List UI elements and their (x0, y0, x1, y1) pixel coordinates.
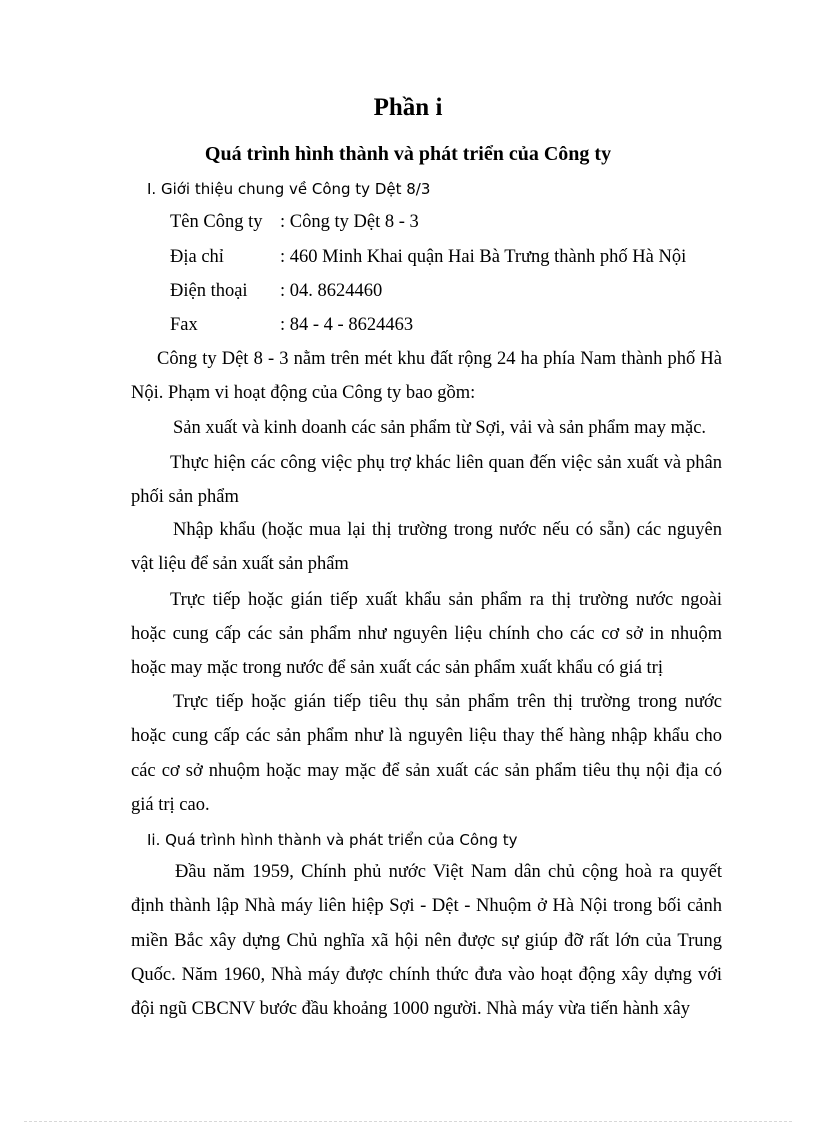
paragraph-line: hoặc cung cấp các sản phẩm như là nguyên liệu thay thế hàng nhập khẩu cho (131, 726, 722, 746)
paragraph-line: Sản xuất và kinh doanh các sản phẩm từ Sợi, vải và sản phẩm may mặc. (173, 418, 707, 438)
paragraph-line: Nhập khẩu (hoặc mua lại thị trường trong nước nếu có sẵn) các nguyên (173, 520, 722, 540)
paragraph-line: các cơ sở nhuộm hoặc may mặc để sản xuất các sản phẩm tiêu thụ nội địa có (131, 761, 722, 781)
info-value: : 84 - 4 - 8624463 (280, 315, 414, 335)
section-1-heading: I. Giới thiệu chung về Công ty Dệt 8/3 (147, 180, 431, 198)
info-label: Tên Công ty (170, 212, 263, 232)
paragraph-line: giá trị cao. (131, 795, 210, 815)
paragraph-line: đội ngũ CBCNV bước đầu khoảng 1000 người. Nhà máy vừa tiến hành xây (131, 999, 691, 1019)
info-row-address (170, 245, 686, 269)
info-row-phone (170, 279, 382, 303)
paragraph-line: Đầu năm 1959, Chính phủ nước Việt Nam dân chủ cộng hoà ra quyết (175, 862, 722, 882)
info-label: Fax (170, 315, 198, 335)
info-label: Điện thoại (170, 281, 248, 301)
info-label: Địa chỉ (170, 247, 224, 267)
paragraph-line: Công ty Dệt 8 - 3 nằm trên mét khu đất rộng 24 ha phía Nam thành phố Hà (157, 349, 722, 369)
part-heading: Phần i (373, 94, 443, 121)
chapter-title: Quá trình hình thành và phát triển của Công ty (204, 143, 612, 165)
paragraph-line: vật liệu để sản xuất sản phẩm (131, 554, 349, 574)
paragraph-line: Thực hiện các công việc phụ trợ khác liên quan đến việc sản xuất và phân (170, 453, 722, 473)
info-value: : 460 Minh Khai quận Hai Bà Trưng thành phố Hà Nội (280, 247, 687, 267)
page-bottom-rule (24, 1121, 792, 1122)
section-2-heading: Ii. Quá trình hình thành và phát triển của Công ty (147, 831, 518, 849)
paragraph-line: Trực tiếp hoặc gián tiếp xuất khẩu sản phẩm ra thị trường nước ngoài (170, 590, 722, 610)
info-value: : 04. 8624460 (280, 281, 383, 301)
paragraph-line: phối sản phẩm (131, 487, 239, 507)
paragraph-line: định thành lập Nhà máy liên hiệp Sợi - Dệt - Nhuộm ở Hà Nội trong bối cảnh (131, 896, 722, 916)
paragraph-line: hoặc may mặc trong nước để sản xuất các sản phẩm xuất khẩu có giá trị (131, 658, 663, 678)
paragraph-line: miền Bắc xây dựng Chủ nghĩa xã hội nên được sự giúp đỡ rất lớn của Trung (131, 931, 722, 951)
info-row-company-name (170, 210, 419, 234)
paragraph-line: hoặc cung cấp các sản phẩm như nguyên liệu chính cho các cơ sở in nhuộm (131, 624, 722, 644)
info-value: : Công ty Dệt 8 - 3 (280, 212, 419, 232)
paragraph-line: Quốc. Năm 1960, Nhà máy được chính thức đưa vào hoạt động xây dựng với (131, 965, 722, 985)
info-row-fax (170, 313, 413, 337)
paragraph-line: Trực tiếp hoặc gián tiếp tiêu thụ sản phẩm trên thị trường trong nước (173, 692, 722, 712)
paragraph-line: Nội. Phạm vi hoạt động của Công ty bao gồm: (131, 383, 476, 403)
